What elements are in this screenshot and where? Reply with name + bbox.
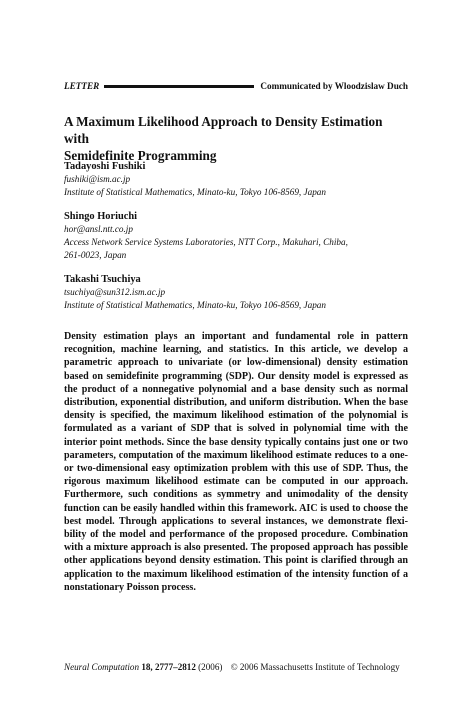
- author-name: Takashi Tsuchiya: [64, 274, 141, 285]
- paper-title: [64, 113, 408, 164]
- author-block: [64, 273, 408, 312]
- author-name: Shingo Horiuchi: [64, 211, 138, 222]
- page-footer: [64, 661, 408, 673]
- communicated-by: Communicated by Wloodzislaw Duch: [260, 81, 408, 91]
- author-email: hor@ansl.ntt.co.jp: [64, 224, 133, 234]
- author-affiliation: Access Network Service Systems Laboratories, NTT Corp., Makuhari, Chiba,: [64, 237, 348, 247]
- journal-year: (2006): [198, 662, 223, 672]
- author-email: fushiki@ism.ac.jp: [64, 174, 131, 184]
- author-affiliation: 261-0023, Japan: [64, 250, 127, 260]
- header-rule: [104, 85, 254, 88]
- copyright-notice: © 2006 Massachusetts Institute of Technology: [230, 662, 400, 672]
- author-affiliation: Institute of Statistical Mathematics, Minato-ku, Tokyo 106-8569, Japan: [64, 300, 326, 310]
- journal-volume-pages: 18, 2777–2812: [141, 662, 196, 672]
- author-affiliation: Institute of Statistical Mathematics, Minato-ku, Tokyo 106-8569, Japan: [64, 187, 326, 197]
- paper-page: [64, 0, 408, 711]
- abstract-text: Density estimation plays an important and fundamental role in pattern recognition, machine learning, and statistics. In this article, we develop a parametric approach to univariate (or low-dimensional) density estimation based on semidefinite programming (SDP). Our density model is expressed as the product of a nonnegative polynomial and a base density such as normal distribution, exponential distribution, and uniform distribution. When the base density is specified, the maximum likelihood estimation of the polynomial is formulated as a variant of SDP that is solved in polynomial time with the interior point methods. Since the base density typically contains just one or two parameters, computation of the maximum likelihood estimate reduces to a one- or two-dimensional easy optimization problem with this use of SDP. Thus, the rigorous maximum likelihood estimate can be computed in our approach. Furthermore, such conditions as symmetry and unimodality of the density function can be easily handled within this framework. AIC is used to choose the best model. Through applications to several instances, we demonstrate flexibility of the model and performance of the proposed procedure. Combination with a mixture approach is also presented. The proposed approach has possible other applications beyond density estimation. This point is clarified through an application to the maximum likelihood estimation of the intensity function of a nonstationary Poisson process.: [64, 331, 408, 593]
- author-block: [64, 160, 408, 199]
- author-list: [64, 160, 408, 323]
- title-line: Semidefinite Programming: [64, 148, 217, 163]
- author-email: tsuchiya@sun312.ism.ac.jp: [64, 287, 166, 297]
- letter-header: [64, 78, 408, 94]
- article-type-label: LETTER: [64, 81, 100, 91]
- title-line: A Maximum Likelihood Approach to Density Estimation with: [64, 114, 383, 146]
- author-name: Tadayoshi Fushiki: [64, 161, 146, 172]
- author-block: [64, 210, 408, 262]
- journal-name: Neural Computation: [64, 662, 140, 672]
